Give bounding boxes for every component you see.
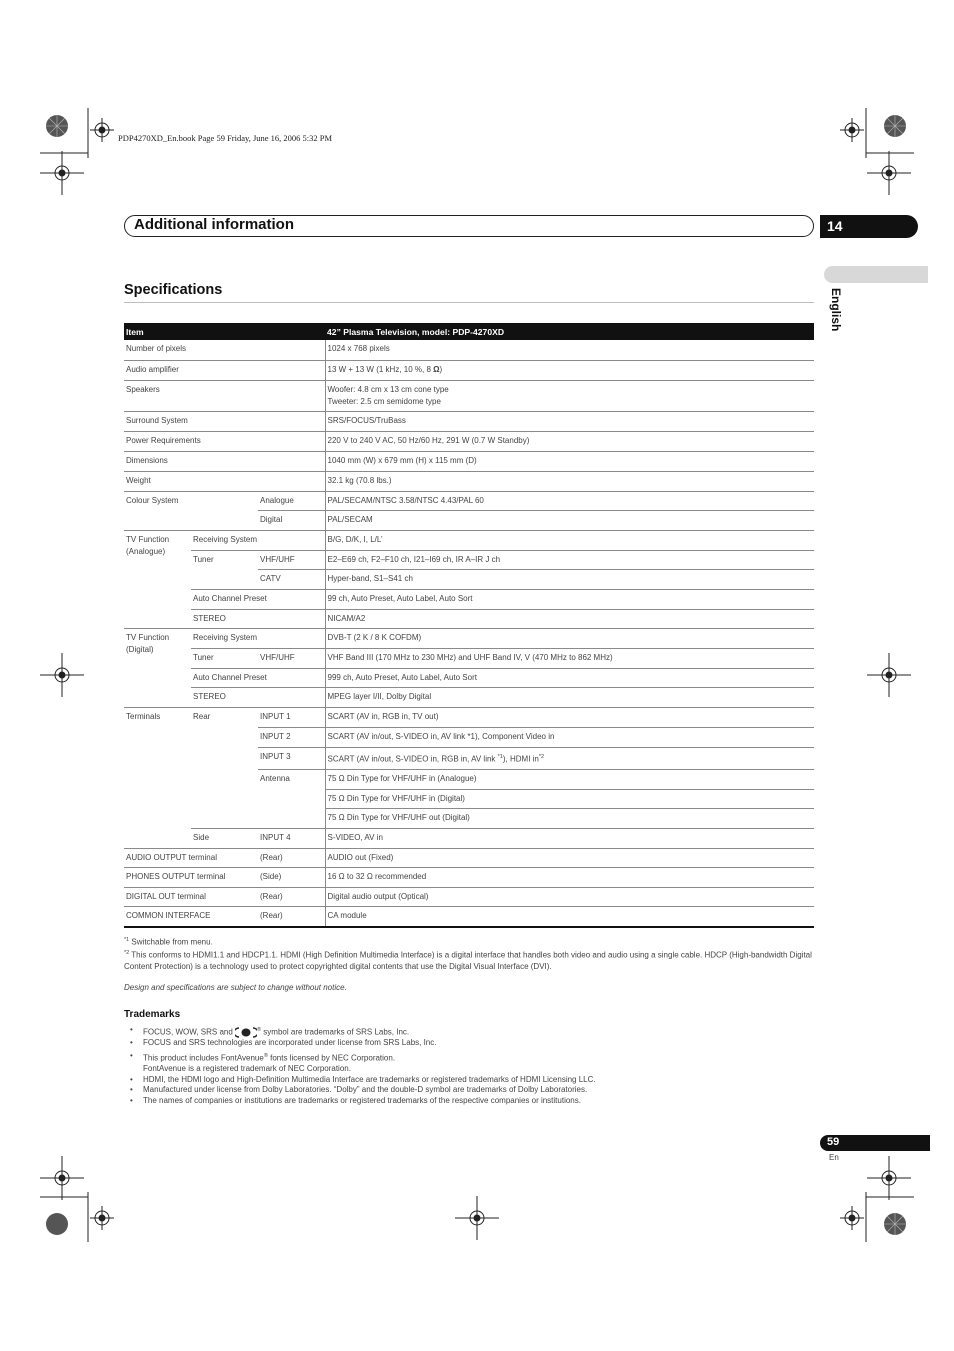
table-row xyxy=(124,380,814,411)
row-sublabel: CATV xyxy=(258,569,325,589)
list-item: • HDMI, the HDMI logo and High-Definition Multimedia Interface are trademarks or registered trademarks of HDMI Licensing LLC. xyxy=(130,1075,820,1086)
row-value: 999 ch, Auto Preset, Auto Label, Auto Sort xyxy=(325,668,814,687)
row-value: 13 W + 13 W (1 kHz, 10 %, 8 Ω) xyxy=(325,360,814,380)
row-sublabel: Rear xyxy=(191,707,258,828)
row-value: MPEG layer I/II, Dolby Digital xyxy=(325,687,814,707)
chapter-title: Additional information xyxy=(134,216,294,233)
row-sublabel: INPUT 3 xyxy=(258,747,325,769)
row-value: PAL/SECAM xyxy=(325,510,814,530)
row-label: Power Requirements xyxy=(124,431,325,451)
row-sublabel: Side xyxy=(191,828,258,848)
table-row xyxy=(124,906,814,927)
table-row xyxy=(124,431,814,451)
row-value: SCART (AV in/out, S-VIDEO in, RGB in, AV link $^{*1}$), HDMI $in^{*2}$ xyxy=(325,747,814,769)
disclaimer: Design and specifications are subject to change without notice. xyxy=(124,983,347,992)
table-row xyxy=(124,648,814,668)
row-sublabel: Tuner xyxy=(191,550,258,589)
row-value: 75 Ω Din Type for VHF/UHF in (Analogue) xyxy=(325,769,814,789)
chapter-number: 14 xyxy=(820,215,918,238)
row-value: 1040 mm (W) x 679 mm (H) x 115 mm (D) xyxy=(325,451,814,471)
header-model: 42” Plasma Television, model: PDP-4270XD xyxy=(325,323,814,340)
row-value: NICAM/A2 xyxy=(325,609,814,628)
row-sublabel: (Rear) xyxy=(258,887,325,906)
row-value: 32.1 kg (70.8 lbs.) xyxy=(325,471,814,491)
table-header-row xyxy=(124,323,814,340)
list-item: • The names of companies or institutions are trademarks or registered trademarks of the respective companies or institutions. xyxy=(130,1096,820,1107)
row-value: 1024 x 768 pixels xyxy=(325,340,814,360)
section-title: Specifications xyxy=(124,282,223,298)
row-label: Dimensions xyxy=(124,451,325,471)
row-value: SCART (AV in/out, S-VIDEO in, AV link *1), Component Video in xyxy=(325,727,814,747)
table-row xyxy=(124,628,814,648)
row-label: TV Function (Analogue) xyxy=(124,530,191,628)
row-sublabel: (Rear) xyxy=(258,848,325,867)
row-sublabel: Antenna xyxy=(258,769,325,828)
table-row xyxy=(124,411,814,431)
row-label: COMMON INTERFACE xyxy=(124,906,258,927)
row-label: Surround System xyxy=(124,411,325,431)
row-value: DVB-T (2 K / 8 K COFDM) xyxy=(325,628,814,648)
row-value: VHF Band III (170 MHz to 230 MHz) and UHF Band IV, V (470 MHz to 862 MHz) xyxy=(325,648,814,668)
row-value: PAL/SECAM/NTSC 3.58/NTSC 4.43/PAL 60 xyxy=(325,491,814,510)
row-value: 75 Ω Din Type for VHF/UHF in (Digital) xyxy=(325,789,814,808)
row-value: SRS/FOCUS/TruBass xyxy=(325,411,814,431)
row-value: E2–E69 ch, F2–F10 ch, I21–I69 ch, IR A–IR J ch xyxy=(325,550,814,569)
table-row xyxy=(124,451,814,471)
row-value: 75 Ω Din Type for VHF/UHF out (Digital) xyxy=(325,808,814,828)
table-row xyxy=(124,828,814,848)
table-row xyxy=(124,471,814,491)
trademarks-title: Trademarks xyxy=(124,1009,181,1020)
row-value: CA module xyxy=(325,906,814,927)
table-row xyxy=(124,589,814,609)
table-row xyxy=(124,867,814,887)
row-sublabel: Receiving System xyxy=(191,530,325,550)
row-sublabel: INPUT 2 xyxy=(258,727,325,747)
row-sublabel: INPUT 1 xyxy=(258,707,325,727)
row-label: TV Function (Digital) xyxy=(124,628,191,707)
table-row xyxy=(124,668,814,687)
print-slug: PDP4270XD_En.book Page 59 Friday, June 16, 2006 5:32 PM xyxy=(118,133,333,143)
table-row xyxy=(124,848,814,867)
row-label: Number of pixels xyxy=(124,340,325,360)
list-item: • FOCUS and SRS technologies are incorporated under license from SRS Labs, Inc. xyxy=(130,1038,820,1049)
row-value: 16 Ω to 32 Ω recommended xyxy=(325,867,814,887)
header-item: Item xyxy=(124,323,325,340)
list-item: • This product includes FontAvenue® fonts licensed by NEC Corporation. FontAvenue is a registered trademark of NEC Corporation. xyxy=(130,1051,820,1075)
table-row xyxy=(124,340,814,360)
table-row xyxy=(124,887,814,906)
row-value: 99 ch, Auto Preset, Auto Label, Auto Sort xyxy=(325,589,814,609)
specifications-table xyxy=(124,323,814,928)
row-label: Terminals xyxy=(124,707,191,848)
row-sublabel: VHF/UHF xyxy=(258,550,325,569)
footnote-1: $^{*1}$ Switchable from menu. xyxy=(124,937,213,947)
row-sublabel: INPUT 4 xyxy=(258,828,325,848)
row-label: Weight xyxy=(124,471,325,491)
row-label: PHONES OUTPUT terminal xyxy=(124,867,258,887)
row-sublabel: VHF/UHF xyxy=(258,648,325,668)
row-sublabel: STEREO xyxy=(191,609,325,628)
row-value: Digital audio output (Optical) xyxy=(325,887,814,906)
row-sublabel: Auto Channel Preset xyxy=(191,668,325,687)
row-label: Speakers xyxy=(124,380,325,411)
section-rule xyxy=(124,302,814,303)
list-item: • FOCUS, WOW, SRS and ® symbol are trademarks of SRS Labs, Inc. xyxy=(130,1025,820,1038)
table-row xyxy=(124,550,814,569)
table-row xyxy=(124,360,814,380)
row-value: SCART (AV in, RGB in, TV out) xyxy=(325,707,814,727)
row-sublabel: Analogue xyxy=(258,491,325,510)
row-value: B/G, D/K, I, L/L’ xyxy=(325,530,814,550)
language-label: English xyxy=(829,288,843,332)
row-sublabel: Auto Channel Preset xyxy=(191,589,325,609)
page-number: 59 xyxy=(820,1135,930,1151)
row-value: S-VIDEO, AV in xyxy=(325,828,814,848)
table-row xyxy=(124,491,814,510)
row-sublabel: (Side) xyxy=(258,867,325,887)
footnote-2: $^{*2}$ This conforms to HDMI1.1 and HDCP1.1. HDMI (High Definition Multimedia Interface) is a digital interface that handles both video and audio using a single cable. HDCP (High-bandwidth Digital Content Protection) is a technology used to protect copyrighted digital contents that use the Digital Visual Interface (DVI). xyxy=(124,950,812,971)
row-label: DIGITAL OUT terminal xyxy=(124,887,258,906)
row-label: Audio amplifier xyxy=(124,360,325,380)
table-row xyxy=(124,609,814,628)
row-sublabel: Tuner xyxy=(191,648,258,668)
row-sublabel: (Rear) xyxy=(258,906,325,927)
list-item: • Manufactured under license from Dolby Laboratories. “Dolby” and the double-D symbol are trademarks of Dolby Laboratories. xyxy=(130,1085,820,1096)
table-row xyxy=(124,687,814,707)
row-sublabel: Digital xyxy=(258,510,325,530)
row-label: Colour System xyxy=(124,491,258,530)
page-language: En xyxy=(829,1153,839,1162)
row-value: AUDIO out (Fixed) xyxy=(325,848,814,867)
row-sublabel: STEREO xyxy=(191,687,325,707)
row-value: Hyper-band, S1–S41 ch xyxy=(325,569,814,589)
language-side-tab xyxy=(824,266,928,283)
table-row xyxy=(124,530,814,550)
trademarks-list xyxy=(130,1025,820,1106)
table-row xyxy=(124,707,814,727)
row-sublabel: Receiving System xyxy=(191,628,325,648)
row-value: Woofer: 4.8 cm x 13 cm cone type Tweeter: 2.5 cm semidome type xyxy=(325,380,814,411)
srs-circle-dot-icon xyxy=(235,1027,257,1038)
row-label: AUDIO OUTPUT terminal xyxy=(124,848,258,867)
row-value: 220 V to 240 V AC, 50 Hz/60 Hz, 291 W (0.7 W Standby) xyxy=(325,431,814,451)
